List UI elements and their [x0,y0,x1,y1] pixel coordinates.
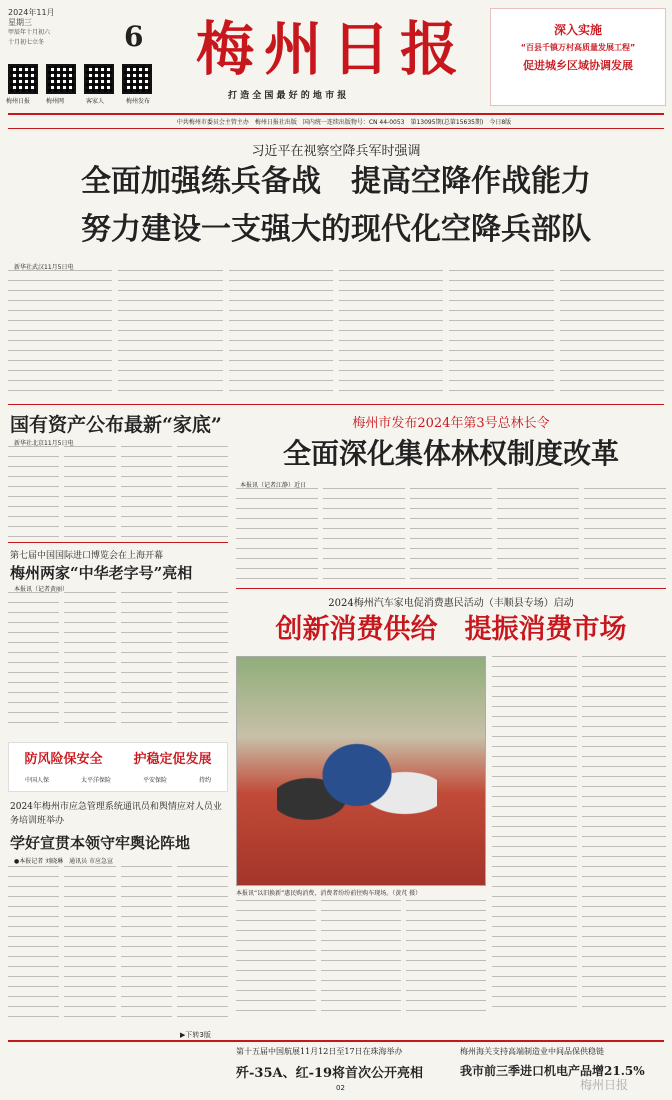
watermark: 梅州日报 [580,1078,629,1092]
story5-kicker: 2024年梅州市应急管理系统通讯员和舆情应对人员业务培训班举办 [10,802,222,826]
promo-mid: “百县千镇万村高质量发展工程” [520,43,636,52]
event-photo [236,656,486,886]
story6-kicker: 2024梅州汽车家电促消费惠民活动（丰顺县专场）启动 [328,598,574,609]
lead-headline-1: 全面加强练兵备战 提高空降作战能力 [81,164,591,199]
story3-byline: 本报讯（记者江静）近日 [240,482,307,489]
banner-sponsor: 平安保险 [142,777,167,784]
qr-icon[interactable] [8,64,38,94]
story4-body [8,592,228,732]
story6-headline: 创新消费供给 提振消费市场 [275,614,627,645]
story6-body [236,900,486,1020]
story5-body [8,866,228,1026]
story2-body [8,446,228,538]
newspaper-title: 梅州日报 [196,15,469,83]
promo-bot: 促进城乡区域协调发展 [523,59,633,72]
qr-row [8,64,158,94]
footer-page-no: 02 [336,1084,345,1092]
banner-sponsor: 中国人保 [24,777,49,784]
banner-sponsor: 太平洋保险 [80,777,111,784]
section-rule [236,588,666,589]
qr-icon[interactable] [84,64,114,94]
lead-headline-2: 努力建设一支强大的现代化空降兵部队 [81,212,591,247]
banner-left: 防风险保安全 [24,752,103,767]
story6-side-body [492,656,666,1016]
story5-byline: ●本报记者 刘晓琳 通讯员 市应急宣 [14,858,114,865]
qr-label: 客家人 [86,98,105,105]
lead-kicker: 习近平在视察空降兵军时强调 [251,144,421,159]
qr-label: 梅州日报 [6,98,31,105]
story5-headline: 学好宣贯本领守牢舆论阵地 [10,834,191,852]
continue-link[interactable]: ▶下转3版 [180,1031,211,1039]
banner-sponsor: 持约 [198,777,211,784]
lunar-text-1: 甲辰年十月初六 [8,29,51,36]
safety-banner [8,742,228,792]
story3-kicker: 梅州市发布2024年第3号总林长令 [352,416,550,431]
section-rule [8,404,664,405]
footer-left-title: 第十五届中国航展11月12日至17日在珠海举办 [236,1047,403,1056]
qr-icon[interactable] [46,64,76,94]
lead-body [8,270,664,400]
story2-byline: 新华社北京11月5日电 [14,440,74,447]
photo-caption: 本报讯“以旧换新”惠民购消费，消费者纷纷前往购车现场。（黄芃 摄） [236,890,422,897]
newspaper-slogan: 打 造 全 国 最 好 的 地 市 报 [228,91,347,101]
footer-right-headline: 我市前三季进口机电产品增21.5% [460,1064,645,1078]
story4-byline: 本报讯（记者黄丽） [14,586,69,593]
bottom-rule [8,128,664,129]
issue-day: 6 [124,20,144,53]
footer-rule [8,1040,664,1042]
lunar-text-2: 十月初七立冬 [8,39,45,46]
footer-left-headline: 歼-35A、红-19将首次公开亮相 [236,1066,424,1081]
qr-labels [6,96,166,105]
date-text: 2024年11月 [8,8,55,17]
top-rule [8,113,664,115]
weekday-text: 星期三 [8,18,32,27]
story4-kicker: 第七届中国国际进口博览会在上海开幕 [10,551,164,561]
promo-top: 深入实施 [553,23,602,37]
crowd-shape [277,727,437,847]
footer-right-title: 梅州海关支持高端制造业中间品保供稳链 [460,1047,604,1056]
story3-body [236,488,666,584]
story4-headline: 梅州两家“中华老字号”亮相 [10,564,193,582]
story2-headline: 国有资产公布最新“家底” [10,414,222,436]
qr-icon[interactable] [122,64,152,94]
promo-box[interactable] [490,8,666,106]
section-rule [8,542,228,543]
banner-right: 护稳定促发展 [133,752,212,767]
qr-label: 梅州网 [46,98,65,105]
info-bar: 中共梅州市委员会主管主办 梅州日报社出版 国内统一连续出版物号：CN 44-0053 第13095期(总第15635期) 今日8版 [176,119,512,126]
lead-byline: 新华社武汉11月5日电 [14,264,74,271]
story3-headline: 全面深化集体林权制度改革 [282,437,619,470]
qr-label: 梅州发布 [126,98,151,105]
